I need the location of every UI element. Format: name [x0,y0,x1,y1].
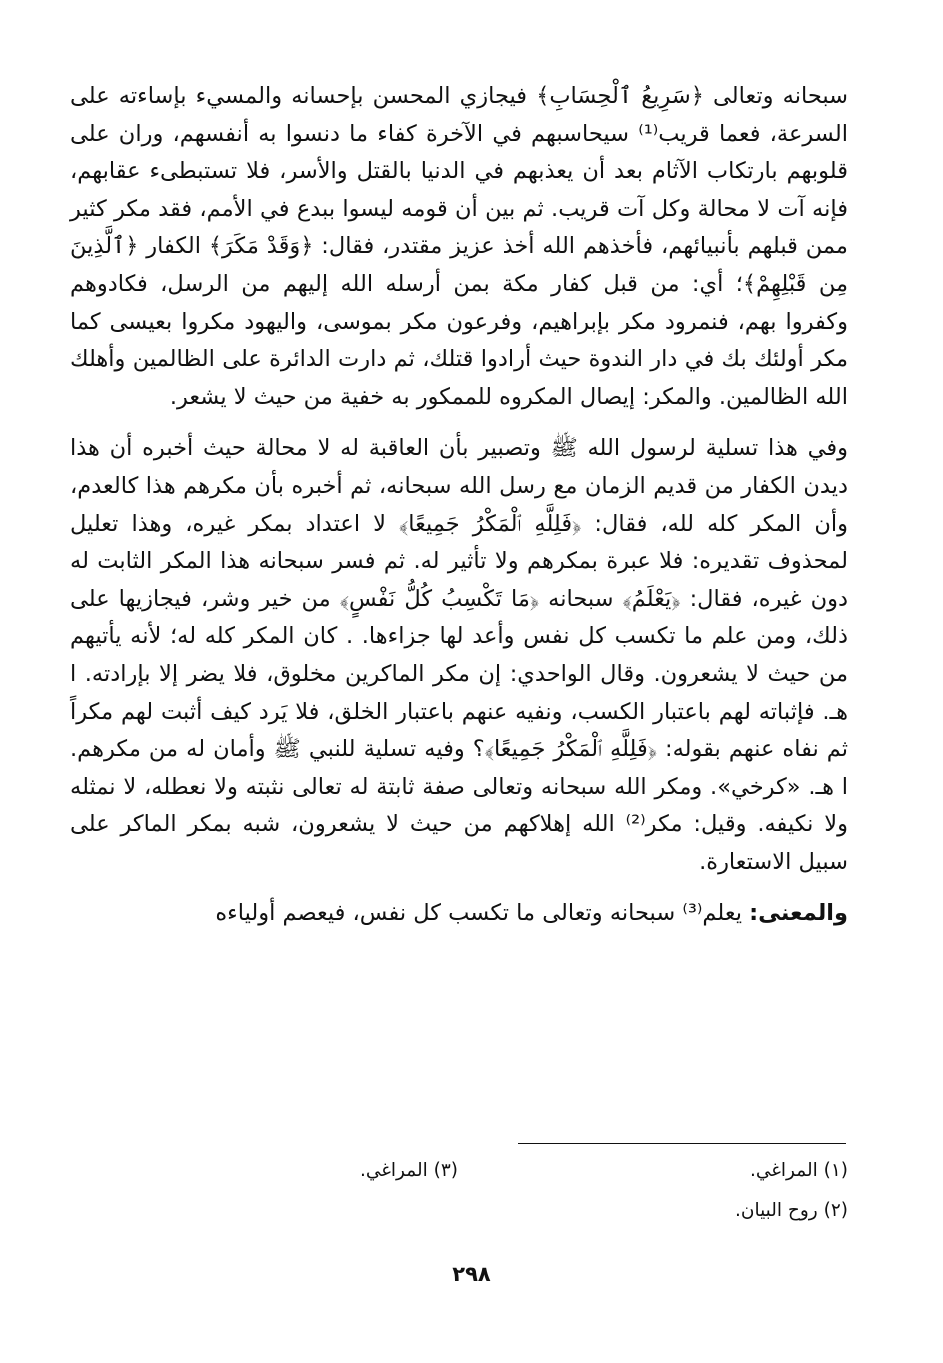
paragraph-2: وفي هذا تسلية لرسول الله ﷺ وتصبير بأن العاقبة له لا محالة حيث أخبره أن هذا ديدن الكفار من قديم الزمان مع رسل الله سبحانه، ثم أخبره بأن مكرهم هذا كالعدم، وأن المكر كله لله، فقال: ﴿فَلِلَّهِ ٱلْمَكْرُ جَمِيعًا﴾ لا اعتداد بمكر غيره، وهذا تعليل لمحذوف تقديره: فلا عبرة بمكرهم ولا تأثير له. ثم فسر سبحانه هذا المكر الثابت له دون غيره، فقال: ﴿يَعْلَمُ﴾ سبحانه ﴿مَا تَكْسِبُ كُلُّ نَفْسٍ﴾ من خير وشر، فيجازيها على ذلك، ومن علم ما تكسب كل نفس وأعد لها جزاءها. . كان المكر كله له؛ لأنه يأتيهم من حيث لا يشعرون. وقال الواحدي: إن مكر الماكرين مخلوق، فلا يضر إلا بإرادته. ا هـ. فإثباته لهم باعتبار الكسب، ونفيه عنهم باعتبار الخلق، فلا يَرد كيف أثبت لهم مكراً ثم نفاه عنهم بقوله: ﴿فَلِلَّهِ ٱلْمَكْرُ جَمِيعًا﴾؟ وفيه تسلية للنبي ﷺ وأمان له من مكرهم. ا هـ. «كرخي». ومكر الله سبحانه وتعالى صفة ثابتة له تعالى نثبته ولا نعطله، لا نمثله ولا نكيفه. وقيل: مكر⁽²⁾ الله إهلاكهم من حيث لا يشعرون، شبه بمكر الماكر على سبيل الاستعارة. [70,435,848,875]
paragraph-3-text: يعلم⁽³⁾ سبحانه وتعالى ما تكسب كل نفس، فيعصم أولياءه [215,900,750,927]
footnote-3: (٣) المراغي. [359,1160,458,1181]
paragraph-3-lead: والمعنى: [749,900,848,927]
page-number: ٢٩٨ [452,1262,491,1286]
main-text [70,78,848,933]
footnote-divider [518,1143,846,1144]
paragraph-1: سبحانه وتعالى ﴿سَرِيعُ ٱلْحِسَابِ﴾ فيجازي المحسن بإحسانه والمسيء بإساءته على السرعة، فعما قريب⁽¹⁾ سيحاسبهم في الآخرة كفاء ما دنسوا به أنفسهم، وران على قلوبهم بارتكاب الآثام بعد أن يعذبهم في الدنيا بالقتل والأسر، فلا تستبطىء عقابهم، فإنه آت لا محالة وكل آت قريب. ثم بين أن قومه ليسوا ببدع في الأمم، فقد مكر كثير ممن قبلهم بأنبيائهم، فأخذهم الله أخذ عزيز مقتدر، فقال: ﴿وَقَدْ مَكَرَ﴾ الكفار ﴿ٱلَّذِينَ مِن قَبْلِهِمْ﴾؛ أي: من قبل كفار مكة بمن أرسله الله إليهم من الرسل، فكادوهم وكفروا بهم، فنمرود مكر بإبراهيم، وفرعون مكر بموسى، واليهود مكروا بعيسى كما مكر أولئك بك في دار الندوة حيث أرادوا قتلك، ثم دارت الدائرة على الظالمين وأهلك الله الظالمين. والمكر: إيصال المكروه للممكور به خفية من حيث لا يشعر. [70,83,848,410]
footnote-1: (١) المراغي. [749,1160,848,1181]
paragraph-3 [70,895,848,933]
footnote-2: (٢) روح البيان. [735,1200,848,1221]
